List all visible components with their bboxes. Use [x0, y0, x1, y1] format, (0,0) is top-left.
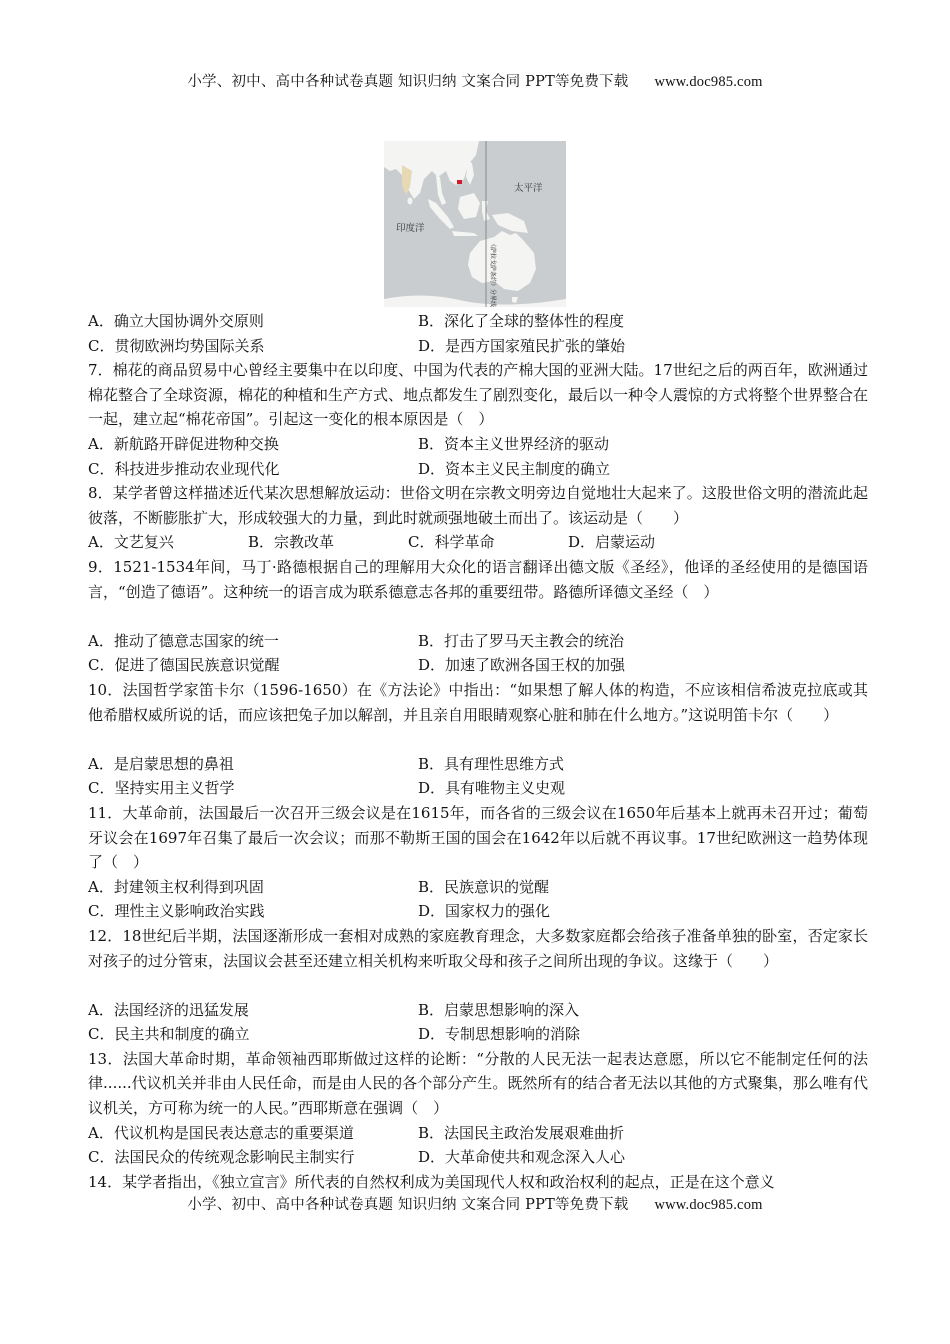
q12-options-row-2: [88, 1022, 868, 1047]
q11-option-b[interactable]: B．民族意识的觉醒: [418, 877, 550, 896]
q13-option-a[interactable]: A．代议机构是国民表达意志的重要渠道: [88, 1123, 354, 1142]
q13-option-b[interactable]: B．法国民主政治发展艰难曲折: [418, 1123, 625, 1142]
q11-option-d[interactable]: D．国家权力的强化: [418, 902, 551, 921]
q11-options-row-2: [88, 899, 868, 924]
q7-option-d[interactable]: D．资本主义民主制度的确立: [418, 459, 611, 478]
q8-option-c[interactable]: C．科学革命: [408, 533, 495, 552]
q13-option-c[interactable]: C．法国民众的传统观念影响民主制实行: [88, 1148, 355, 1167]
q13-option-d[interactable]: D．大革命使共和观念深入人心: [418, 1148, 626, 1167]
page-footer: [0, 1193, 950, 1214]
q10-options-row-1: [88, 752, 868, 777]
q6-option-a[interactable]: A．确立大国协调外交原则: [88, 312, 264, 330]
q9-option-c[interactable]: C．促进了德国民族意识觉醒: [88, 656, 280, 675]
q10-option-a[interactable]: A．是启蒙思想的鼻祖: [88, 754, 234, 773]
q8-stem: 8．某学者曾这样描述近代某次思想解放运动：世俗文明在宗教文明旁边自觉地壮大起来了。这股世俗文明的潜流此起彼落，不断膨胀扩大，形成较强大的力量，到此时就顽强地破土而出了。该运动是（ ）: [88, 484, 868, 527]
line-label: 《萨拉戈萨条约》分界线: [489, 241, 496, 307]
indian-label: 印度洋: [396, 223, 425, 234]
q14-stem: 14．某学者指出，《独立宣言》所代表的自然权利成为美国现代人权和政治权利的起点，正是在这个意义: [88, 1172, 775, 1191]
q7-option-b[interactable]: B．资本主义世界经济的驱动: [418, 434, 610, 453]
q6-options-row-1: [88, 309, 868, 334]
q6-option-c[interactable]: C．贯彻欧洲均势国际关系: [88, 336, 265, 355]
q13-stem: 13．法国大革命时期，革命领袖西耶斯做过这样的论断：“分散的人民无法一起表达意愿，所以它不能制定任何的法律......代议机关并非由人民任命，而是由人民的各个部分产生。既然所有的结合者无法以其他的方式聚集，那么唯有代议机关，方可称为统一的人民。”西耶斯意在强调（ ）: [88, 1049, 868, 1118]
q9-options-row-2: [88, 653, 868, 678]
q13-options-row-2: [88, 1145, 868, 1170]
q7-stem: 7．棉花的商品贸易中心曾经主要集中在以印度、中国为代表的产棉大国的亚洲大陆。17世纪之后的两百年，欧洲通过棉花整合了全球资源，棉花的种植和生产方式、地点都发生了剧烈变化，最后以一种令人震惊的方式将整个世界整合在一起，建立起“棉花帝国”。引起这一变化的根本原因是（ ）: [88, 361, 869, 429]
q7-options-row-2: [88, 457, 868, 482]
q9-option-b[interactable]: B．打击了罗马天主教会的统治: [418, 631, 625, 650]
q12-option-a[interactable]: A．法国经济的迅猛发展: [88, 1000, 249, 1019]
page-header: [0, 70, 950, 91]
q9-options-row-1: [88, 629, 868, 654]
q8-option-d[interactable]: D．启蒙运动: [568, 533, 656, 552]
q11-stem: 11．大革命前，法国最后一次召开三级会议是在1615年，而各省的三级会议在1650年后基本上就再未召开过；葡萄牙议会在1697年召集了最后一次会议；而那不勒斯王国的国会在1642年以后就不再议事。17世纪欧洲这一趋势体现了（ ）: [88, 803, 868, 872]
pacific-label: 太平洋: [514, 183, 543, 194]
q12-option-b[interactable]: B．启蒙思想影响的深入: [418, 1000, 580, 1019]
q10-option-d[interactable]: D．具有唯物主义史观: [418, 779, 566, 798]
q10-option-c[interactable]: C．坚持实用主义哲学: [88, 779, 235, 798]
q12-stem: 12．18世纪后半期，法国逐渐形成一套相对成熟的家庭教育理念，大多数家庭都会给孩子准备单独的卧室，否定家长对孩子的过分管束，法国议会甚至还建立相关机构来听取父母和孩子之间所出现的争议。这缘于（ ）: [88, 926, 868, 970]
q7-option-c[interactable]: C．科技进步推动农业现代化: [88, 459, 280, 478]
header-site[interactable]: www.doc985.com: [654, 74, 763, 90]
q8-option-b[interactable]: B．宗教改革: [248, 533, 335, 552]
moluccas-marker: [457, 180, 462, 184]
q13-options-row-1: [88, 1121, 868, 1146]
q7-option-a[interactable]: A．新航路开辟促进物种交换: [88, 434, 279, 453]
q9-option-a[interactable]: A．推动了德意志国家的统一: [88, 631, 279, 650]
q6-option-b[interactable]: B．深化了全球的整体性的程度: [418, 312, 625, 330]
q10-stem: 10．法国哲学家笛卡尔（1596-1650）在《方法论》中指出：“如果想了解人体的构造，不应该相信希波克拉底或其他希腊权威所说的话，而应该把兔子加以解剖，并且亲自用眼睛观察心脏和肺在什么地方。”这说明笛卡尔（ ）: [88, 680, 868, 724]
footer-text: 小学、初中、高中各种试卷真题 知识归纳 文案合同 PPT等免费下载: [187, 1197, 629, 1213]
q9-stem: 9．1521-1534年间，马丁·路德根据自己的理解用大众化的语言翻译出德文版《圣经》，他译的圣经使用的是德国语言，“创造了德语”。这种统一的语言成为联系德意志各邦的重要纽带。路德所译德文圣经（ ）: [88, 557, 868, 601]
q6-option-d[interactable]: D．是西方国家殖民扩张的肇始: [418, 336, 626, 355]
q8-options-row: [88, 530, 868, 555]
q6-options-row-2: [88, 334, 868, 359]
questions: [88, 309, 868, 1194]
q11-options-row-1: [88, 875, 868, 900]
q10-option-b[interactable]: B．具有理性思维方式: [418, 754, 565, 773]
q8-option-a[interactable]: A．文艺复兴: [88, 533, 174, 552]
treaty-map: [384, 141, 566, 307]
sri-lanka: [408, 198, 413, 205]
q11-option-a[interactable]: A．封建领主权利得到巩固: [88, 877, 264, 896]
q12-options-row-1: [88, 998, 868, 1023]
footer-site[interactable]: www.doc985.com: [654, 1197, 763, 1213]
q7-options-row-1: [88, 432, 868, 457]
q10-options-row-2: [88, 776, 868, 801]
q12-option-d[interactable]: D．专制思想影响的消除: [418, 1025, 581, 1044]
q9-option-d[interactable]: D．加速了欧洲各国王权的加强: [418, 656, 626, 675]
q11-option-c[interactable]: C．理性主义影响政治实践: [88, 902, 265, 921]
q12-option-c[interactable]: C．民主共和制度的确立: [88, 1025, 250, 1044]
header-text: 小学、初中、高中各种试卷真题 知识归纳 文案合同 PPT等免费下载: [187, 74, 629, 90]
